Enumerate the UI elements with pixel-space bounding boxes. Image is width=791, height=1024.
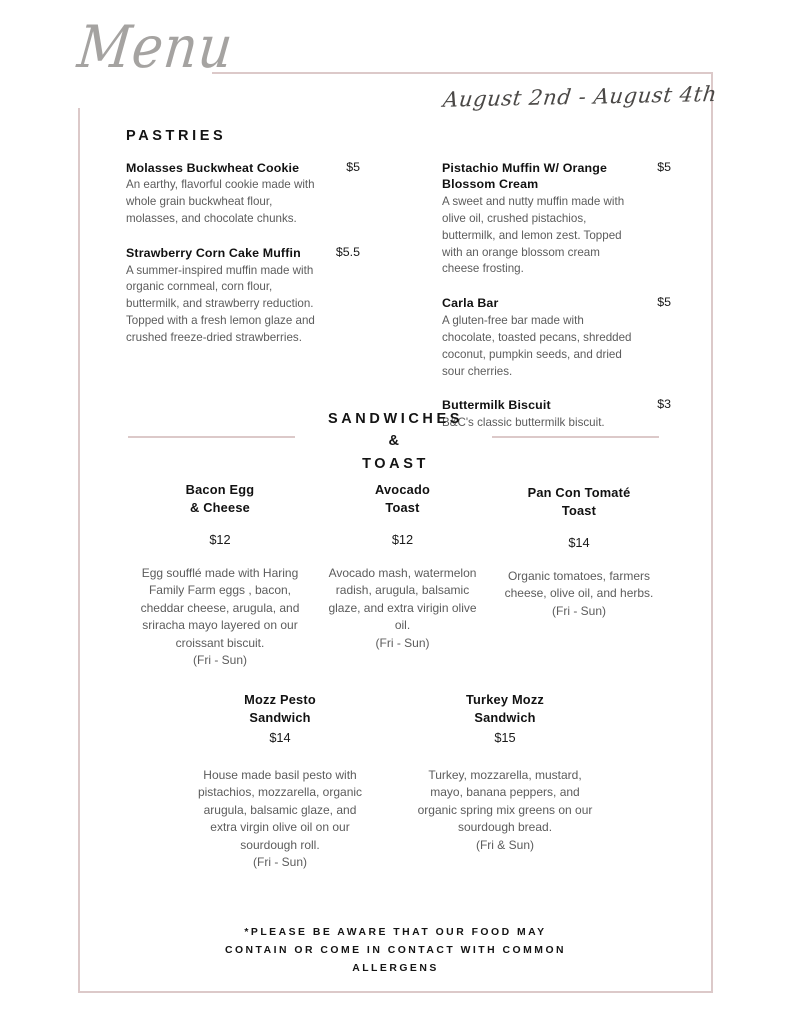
- menu-item-header: [126, 160, 360, 176]
- menu-item: [190, 691, 370, 871]
- menu-item-price: $14: [269, 730, 291, 746]
- menu-item-description: A summer-inspired muffin made with organic cornmeal, corn flour, buttermilk, and strawberry reduction. Topped with a fresh lemon glaze and crushed freeze-dried strawberries.: [126, 263, 315, 345]
- menu-item: [126, 245, 360, 347]
- menu-item-description: A sweet and nutty muffin made with olive oil, crushed pistachios, buttermilk, and lemon zest. Topped with an orange blossom cream cheese frosting.: [442, 194, 625, 276]
- menu-item-price: $12: [209, 532, 231, 548]
- menu-item-header: [442, 295, 671, 311]
- menu-item-name-line-2: Toast: [561, 502, 597, 518]
- section-heading-sandwiches: [78, 408, 713, 475]
- menu-item-name-line-2: Sandwich: [249, 709, 311, 725]
- menu-item-name-line-1: Avocado: [375, 482, 430, 497]
- menu-item-price: $5: [346, 160, 360, 174]
- menu-item-description: B&C's classic buttermilk biscuit.: [442, 415, 605, 429]
- menu-item-description: Avocado mash, watermelon radish, arugula, balsamic glaze, and extra virigin olive oil.: [328, 565, 477, 633]
- menu-item: [442, 295, 671, 380]
- sandwiches-heading-line-1: SANDWICHES: [327, 411, 464, 427]
- divider-rule-left: [128, 436, 295, 438]
- menu-item-availability: (Fri - Sun): [253, 854, 307, 869]
- allergen-notice-line-3: ALLERGENS: [352, 963, 439, 975]
- menu-item-name-line-1: Mozz Pesto: [244, 692, 316, 707]
- menu-item-name: Buttermilk Biscuit: [442, 398, 551, 413]
- menu-item-availability: (Fri & Sun): [475, 837, 534, 852]
- menu-item-price: $5: [657, 295, 671, 310]
- pastries-left-column: [126, 160, 360, 449]
- menu-item-price: $12: [391, 532, 414, 548]
- menu-item-description: A gluten-free bar made with chocolate, toasted pecans, shredded coconut, pumpkin seeds, and dried sour cherries.: [442, 313, 632, 378]
- menu-item-description: An earthy, flavorful cookie made with whole grain buckwheat flour, molasses, and chocolate chunks.: [126, 178, 315, 226]
- divider-rule-right: [492, 436, 659, 438]
- menu-item-name: Pistachio Muffin W/ Orange Blossom Cream: [442, 161, 607, 192]
- frame-bottom-border: [78, 991, 713, 993]
- page-title: Menu: [74, 14, 237, 82]
- menu-item-name: Carla Bar: [442, 296, 499, 311]
- allergen-notice-line-1: *PLEASE BE AWARE THAT OUR FOOD MAY: [244, 927, 547, 938]
- pastries-right-column: [442, 160, 671, 449]
- menu-item-name-line-1: Bacon Egg: [185, 482, 255, 497]
- menu-item-header: [442, 160, 671, 193]
- frame-left-border: [78, 108, 80, 993]
- menu-item-description: House made basil pesto with pistachios, mozzarella, organic arugula, balsamic glaze, and extra virgin olive oil on our sourdough roll.: [197, 767, 363, 852]
- menu-item-name-line-2: Toast: [385, 499, 420, 515]
- menu-item: [126, 160, 360, 228]
- menu-item-availability: (Fri - Sun): [375, 635, 430, 650]
- menu-item-availability: (Fri - Sun): [552, 603, 606, 618]
- menu-item-name-line-1: Turkey Mozz: [465, 692, 545, 707]
- allergen-notice-line-2: CONTAIN OR COME IN CONTACT WITH COMMON: [224, 945, 567, 957]
- allergen-notice: [78, 924, 713, 979]
- menu-item-name: Molasses Buckwheat Cookie: [126, 161, 300, 175]
- date-range-label: August 2nd - August 4th: [441, 82, 719, 112]
- sandwiches-heading-line-3: TOAST: [362, 455, 429, 472]
- menu-item-price: $3: [657, 397, 671, 412]
- menu-item-name-line-1: Pan Con Tomaté: [527, 485, 631, 500]
- frame-top-border: [212, 72, 713, 74]
- menu-item-availability: (Fri - Sun): [193, 652, 247, 667]
- sandwiches-heading-line-2: &: [388, 433, 403, 450]
- menu-item-description: Egg soufflé made with Haring Family Farm eggs , bacon, cheddar cheese, arugula, and sriracha mayo layered on our croissant biscuit.: [140, 565, 300, 650]
- menu-item: [494, 484, 664, 620]
- menu-item-name: Strawberry Corn Cake Muffin: [126, 246, 301, 261]
- menu-item-price: $14: [568, 535, 590, 551]
- menu-item: [126, 481, 314, 669]
- menu-item-name-line-2: Sandwich: [474, 709, 536, 725]
- frame-right-border: [711, 72, 713, 993]
- menu-item-price: $5.5: [335, 245, 360, 260]
- menu-item: [320, 481, 485, 652]
- menu-item-header: [126, 245, 360, 261]
- menu-item-description: Organic tomatoes, farmers cheese, olive oil, and herbs.: [504, 568, 654, 601]
- menu-item-price: $5: [657, 160, 671, 174]
- menu-item-name-line-2: & Cheese: [190, 499, 250, 515]
- section-heading-pastries: PASTRIES: [126, 128, 227, 144]
- menu-item-description: Turkey, mozzarella, mustard, mayo, banana peppers, and organic spring mix greens on our sourdough bread.: [417, 767, 593, 835]
- menu-item-price: $15: [494, 730, 516, 746]
- pastries-section: [126, 160, 671, 449]
- menu-item: [415, 691, 595, 854]
- menu-item: [442, 160, 671, 278]
